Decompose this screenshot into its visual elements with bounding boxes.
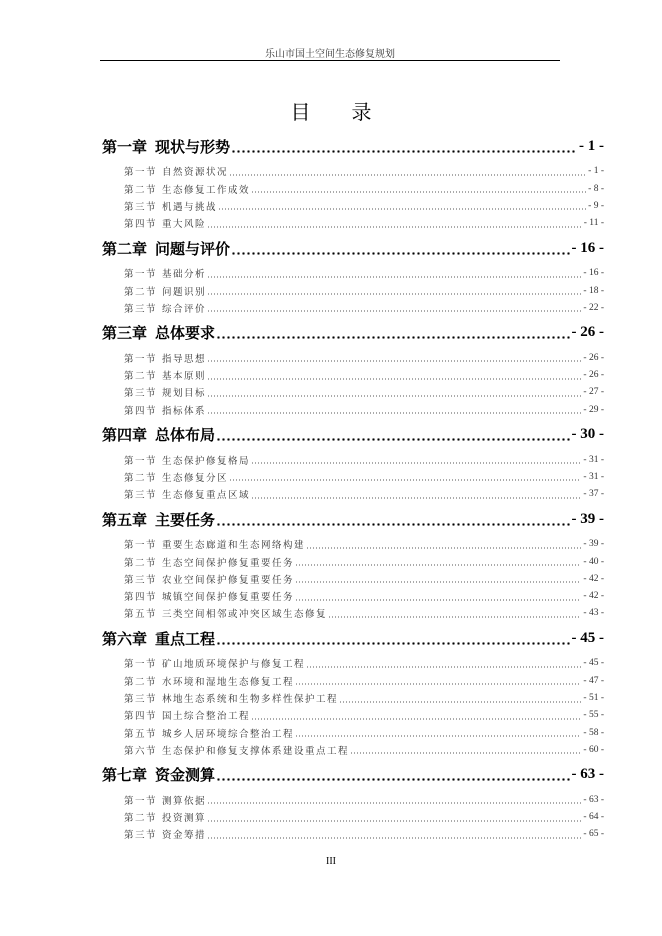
page-ref: - 37 - — [583, 489, 604, 500]
entry-title: 矿山地质环境保护与修复工程 — [162, 660, 306, 671]
page-ref: - 60 - — [583, 744, 604, 755]
entry-title: 农业空间保护修复重要任务 — [162, 575, 295, 586]
toc-section[interactable] — [102, 384, 604, 401]
running-header: 乐山市国土空间生态修复规划 — [265, 49, 395, 60]
entry-title: 规划目标 — [162, 389, 207, 400]
toc-section-title — [124, 385, 206, 399]
entry-title: 生态修复工作成效 — [162, 185, 251, 196]
entry-title: 三类空间相邻或冲突区域生态修复 — [162, 610, 328, 621]
page-ref: - 1 - — [588, 166, 604, 177]
dot-leader — [295, 735, 581, 737]
entry-label: 第四节 — [124, 406, 158, 417]
page-ref: - 22 - — [583, 302, 604, 313]
dot-leader — [251, 718, 581, 720]
page-ref: - 47 - — [583, 675, 604, 686]
toc-section[interactable] — [102, 809, 604, 826]
toc-section-title — [124, 793, 206, 807]
dot-leader — [229, 479, 581, 481]
toc-section[interactable] — [102, 570, 604, 587]
toc-section-title — [124, 691, 338, 705]
toc-section[interactable] — [102, 486, 604, 503]
entry-title: 指导思想 — [162, 354, 207, 365]
entry-title: 生态保护修复格局 — [162, 456, 251, 467]
toc-section[interactable] — [102, 401, 604, 418]
toc-chapter-title — [102, 136, 230, 157]
toc-section-title — [124, 216, 206, 230]
page-ref: - 63 - — [583, 794, 604, 805]
entry-label: 第三节 — [124, 304, 158, 315]
toc-section[interactable] — [102, 655, 604, 672]
dot-leader — [216, 336, 569, 339]
page-ref: - 31 - — [583, 471, 604, 482]
entry-label: 第四节 — [124, 220, 158, 231]
page-ref: - 39 - — [583, 539, 604, 550]
entry-label: 第二节 — [124, 814, 158, 825]
page-ref: - 11 - — [583, 218, 604, 229]
toc-section-title — [124, 470, 228, 484]
page-ref: - 65 - — [583, 829, 604, 840]
entry-title: 资金筹措 — [162, 831, 207, 842]
toc-section-title — [124, 726, 294, 740]
page-ref: - 40 - — [583, 556, 604, 567]
toc-section[interactable] — [102, 791, 604, 808]
entry-label: 第六章 — [102, 631, 148, 648]
toc-section[interactable] — [102, 366, 604, 383]
dot-leader — [306, 666, 581, 668]
dot-leader — [251, 191, 586, 193]
page-ref: - 39 - — [571, 510, 604, 527]
page-ref: - 42 - — [583, 573, 604, 584]
entry-label: 第一节 — [124, 168, 158, 179]
page-ref: - 18 - — [583, 285, 604, 296]
entry-title: 重点工程 — [155, 631, 216, 648]
entry-label: 第一节 — [124, 541, 158, 552]
toc-section-title — [124, 656, 305, 670]
toc-section-title — [124, 199, 217, 213]
entry-label: 第三节 — [124, 202, 158, 213]
toc-section[interactable] — [102, 672, 604, 689]
page-ref: - 42 - — [583, 591, 604, 602]
entry-title: 测算依据 — [162, 796, 207, 807]
entry-label: 第二节 — [124, 473, 158, 484]
page-ref: - 63 - — [571, 766, 604, 783]
entry-title: 资金测算 — [155, 768, 216, 785]
dot-leader — [306, 547, 581, 549]
toc-section-title — [124, 572, 294, 586]
entry-label: 第四章 — [102, 428, 148, 445]
entry-title: 林地生态系统和生物多样性保护工程 — [162, 695, 339, 705]
page-ref: - 29 - — [583, 404, 604, 415]
dot-leader — [231, 150, 577, 153]
entry-label: 第三章 — [102, 326, 148, 343]
dot-leader — [207, 412, 581, 414]
entry-title: 城乡人居环境综合整治工程 — [162, 729, 295, 740]
toc-section[interactable] — [102, 707, 604, 724]
entry-label: 第一节 — [124, 354, 158, 365]
toc-section-title — [124, 810, 206, 824]
page-number: III — [326, 856, 336, 867]
toc-section-title — [124, 164, 228, 178]
dot-leader — [231, 252, 569, 255]
entry-title: 重大风险 — [162, 220, 207, 231]
entry-label: 第一节 — [124, 270, 158, 281]
toc-section-title — [124, 301, 206, 315]
table-of-contents — [102, 130, 604, 843]
entry-title: 机遇与挑战 — [162, 202, 218, 213]
dot-leader — [251, 497, 581, 499]
entry-title: 生态保护和修复支撑体系建设重点工程 — [162, 746, 350, 757]
toc-chapter-title — [102, 628, 215, 649]
entry-title: 总体要求 — [155, 326, 216, 343]
page-ref: - 31 - — [583, 454, 604, 465]
toc-chapter[interactable] — [102, 759, 604, 792]
entry-title: 问题与评价 — [155, 241, 231, 258]
toc-section[interactable] — [102, 451, 604, 468]
toc-section-title — [124, 606, 327, 620]
toc-section-title — [124, 537, 305, 551]
page-ref: - 45 - — [583, 658, 604, 669]
page-ref: - 45 - — [571, 629, 604, 646]
toc-chapter[interactable] — [102, 503, 604, 536]
dot-leader — [295, 564, 581, 566]
toc-section[interactable] — [102, 536, 604, 553]
entry-title: 现状与形势 — [155, 139, 231, 156]
toc-section[interactable] — [102, 349, 604, 366]
dot-leader — [207, 360, 581, 362]
toc-chapter[interactable] — [102, 622, 604, 655]
dot-leader — [207, 837, 581, 839]
toc-section[interactable] — [102, 605, 604, 622]
entry-label: 第六节 — [124, 746, 158, 757]
entry-label: 第三节 — [124, 695, 158, 705]
page-ref: - 8 - — [588, 183, 604, 194]
toc-chapter[interactable] — [102, 418, 604, 451]
toc-section[interactable] — [102, 265, 604, 282]
entry-title: 基本原则 — [162, 372, 207, 383]
toc-section-title — [124, 589, 294, 603]
toc-section-title — [124, 555, 294, 569]
toc-section[interactable] — [102, 741, 604, 758]
page-ref: - 58 - — [583, 727, 604, 738]
dot-leader — [295, 683, 581, 685]
entry-label: 第三节 — [124, 389, 158, 400]
dot-leader — [339, 701, 581, 703]
toc-section-title — [124, 827, 206, 841]
entry-label: 第一节 — [124, 796, 158, 807]
page-ref: - 9 - — [588, 200, 604, 211]
toc-title: 目 录 — [290, 102, 390, 124]
entry-label: 第四节 — [124, 712, 158, 723]
dot-leader — [207, 293, 581, 295]
entry-label: 第一节 — [124, 660, 158, 671]
page-ref: - 55 - — [583, 710, 604, 721]
toc-section-title — [124, 351, 206, 365]
toc-section[interactable] — [102, 215, 604, 232]
toc-section[interactable] — [102, 282, 604, 299]
toc-section[interactable] — [102, 299, 604, 316]
page-ref: - 26 - — [583, 370, 604, 381]
toc-chapter-title — [102, 322, 215, 343]
dot-leader — [216, 438, 569, 441]
entry-label: 第一节 — [124, 456, 158, 467]
dot-leader — [207, 395, 581, 397]
entry-label: 第二节 — [124, 372, 158, 383]
page-ref: - 30 - — [571, 426, 604, 443]
entry-label: 第二节 — [124, 677, 158, 688]
toc-chapter-title — [102, 424, 215, 445]
toc-section-title — [124, 674, 294, 688]
entry-title: 问题识别 — [162, 287, 207, 298]
toc-chapter-title — [102, 238, 230, 259]
entry-title: 主要任务 — [155, 512, 216, 529]
toc-section[interactable] — [102, 180, 604, 197]
entry-label: 第二节 — [124, 558, 158, 569]
toc-section-title — [124, 743, 349, 757]
page-ref: - 1 - — [579, 137, 604, 154]
entry-label: 第五节 — [124, 729, 158, 740]
entry-label: 第一章 — [102, 139, 148, 156]
header-rule — [100, 60, 560, 61]
toc-chapter-title — [102, 509, 215, 530]
toc-section-title — [124, 453, 250, 467]
entry-title: 基础分析 — [162, 270, 207, 281]
toc-section[interactable] — [102, 163, 604, 180]
entry-label: 第二章 — [102, 241, 148, 258]
dot-leader — [207, 276, 581, 278]
dot-leader — [295, 599, 581, 601]
page-ref: - 26 - — [571, 324, 604, 341]
dot-leader — [295, 581, 581, 583]
toc-section[interactable] — [102, 689, 604, 706]
toc-section-title — [124, 368, 206, 382]
page-ref: - 16 - — [583, 268, 604, 279]
dot-leader — [216, 642, 569, 645]
entry-title: 城镇空间保护修复重要任务 — [162, 593, 295, 604]
toc-chapter[interactable] — [102, 232, 604, 265]
entry-label: 第三节 — [124, 575, 158, 586]
toc-chapter[interactable] — [102, 316, 604, 349]
entry-label: 第二节 — [124, 185, 158, 196]
dot-leader — [218, 208, 586, 210]
entry-title: 投资测算 — [162, 814, 207, 825]
entry-label: 第三节 — [124, 491, 158, 502]
entry-label: 第二节 — [124, 287, 158, 298]
dot-leader — [216, 523, 569, 526]
entry-title: 重要生态廊道和生态网络构建 — [162, 541, 306, 552]
dot-leader — [328, 616, 581, 618]
entry-label: 第五节 — [124, 610, 158, 621]
entry-title: 水环境和湿地生态修复工程 — [162, 677, 295, 688]
toc-chapter[interactable] — [102, 130, 604, 163]
dot-leader — [207, 226, 582, 228]
toc-section[interactable] — [102, 468, 604, 485]
entry-title: 国土综合整治工程 — [162, 712, 251, 723]
toc-section-title — [124, 487, 250, 501]
entry-label: 第四节 — [124, 593, 158, 604]
toc-section-title — [124, 284, 206, 298]
page-ref: - 27 - — [583, 387, 604, 398]
entry-title: 指标体系 — [162, 406, 207, 417]
dot-leader — [207, 310, 581, 312]
dot-leader — [207, 820, 581, 822]
entry-title: 综合评价 — [162, 304, 207, 315]
dot-leader — [251, 462, 581, 464]
page-ref: - 26 - — [583, 352, 604, 363]
toc-section-title — [124, 708, 250, 722]
entry-title: 生态修复重点区域 — [162, 491, 251, 502]
page-ref: - 64 - — [583, 812, 604, 823]
dot-leader — [229, 174, 586, 176]
page-ref: - 43 - — [583, 608, 604, 619]
toc-section-title — [124, 403, 206, 417]
entry-title: 总体布局 — [155, 428, 216, 445]
dot-leader — [216, 778, 569, 781]
toc-section-title — [124, 182, 250, 196]
entry-title: 生态修复分区 — [162, 473, 229, 484]
toc-section[interactable] — [102, 553, 604, 570]
toc-section-title — [124, 266, 206, 280]
toc-section[interactable] — [102, 724, 604, 741]
dot-leader — [350, 752, 581, 754]
toc-section[interactable] — [102, 587, 604, 604]
page-ref: - 16 - — [571, 239, 604, 256]
entry-label: 第五章 — [102, 512, 148, 529]
entry-title: 生态空间保护修复重要任务 — [162, 558, 295, 569]
toc-chapter-title — [102, 764, 215, 785]
entry-label: 第七章 — [102, 768, 148, 785]
page-ref: - 51 - — [583, 693, 604, 703]
dot-leader — [207, 802, 581, 804]
entry-title: 自然资源状况 — [162, 168, 229, 179]
entry-label: 第三节 — [124, 831, 158, 842]
dot-leader — [207, 378, 581, 380]
toc-section[interactable] — [102, 197, 604, 214]
toc-section[interactable] — [102, 826, 604, 843]
